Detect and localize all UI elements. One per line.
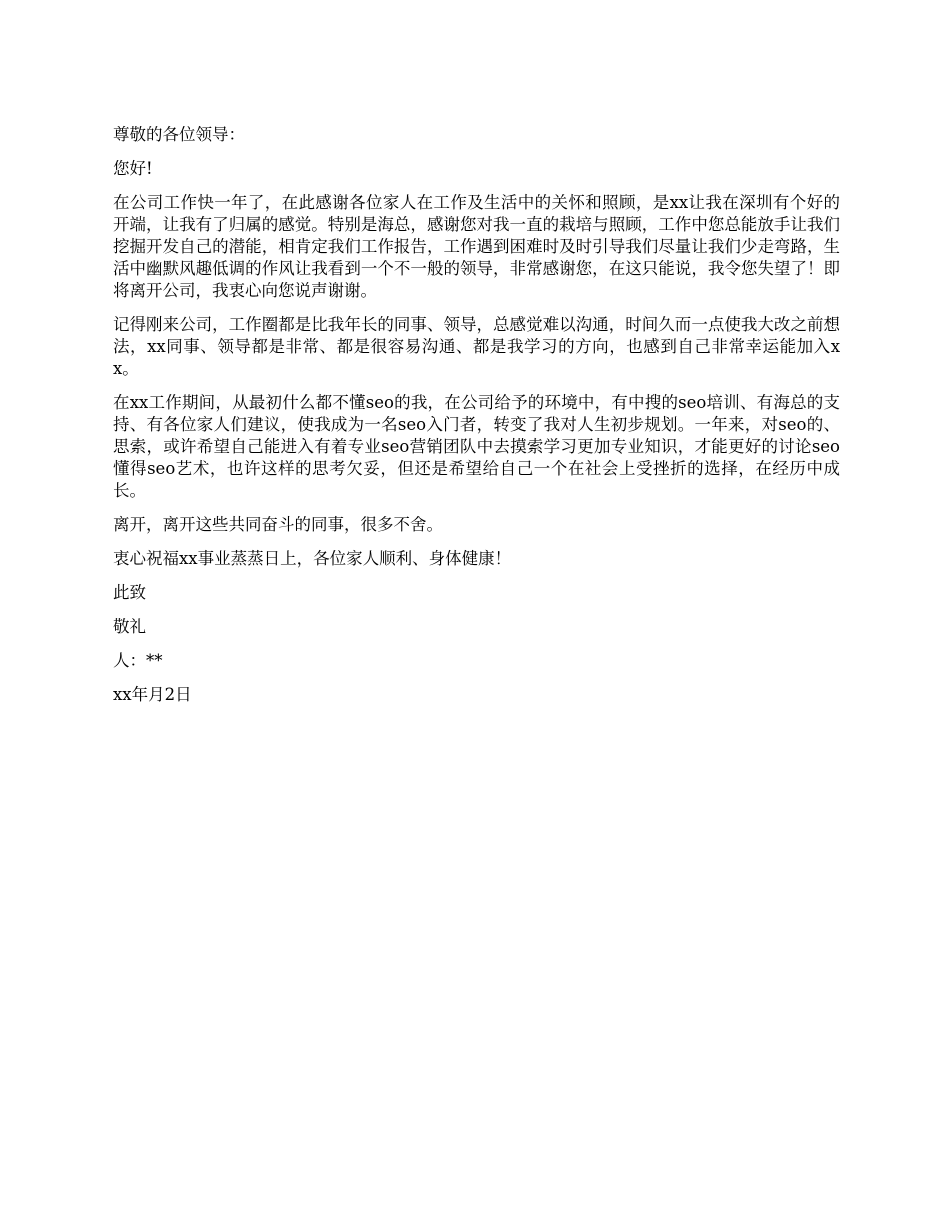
paragraph-wishes: 衷心祝福xx事业蒸蒸日上，各位家人顺利、身体健康！ bbox=[113, 549, 512, 568]
closing-line-1: 此致 bbox=[113, 583, 146, 602]
paragraph-gratitude: 在公司工作快一年了，在此感谢各位家人在工作及生活中的关怀和照顾，是xx让我在深圳有个好的开端，让我有了归属的感觉。特别是海总，感谢您对我一直的栽培与照顾，工作中您总能放手让我们挖掘开发自己的潜能，相肯定我们工作报告，工作遇到困难时及时引导我们尽量让我们少走弯路，生活中幽默风趣低调的作风让我看到一个不一般的领导，非常感谢您，在这只能说，我令您失望了！即将离开公司，我衷心向您说声谢谢。 bbox=[113, 193, 840, 300]
paragraph-farewell: 离开，离开这些共同奋斗的同事，很多不舍。 bbox=[113, 515, 443, 534]
closing-line-2: 敬礼 bbox=[113, 617, 146, 636]
greeting: 您好! bbox=[113, 159, 153, 178]
salutation: 尊敬的各位领导： bbox=[113, 125, 245, 144]
paragraph-memories: 记得刚来公司，工作圈都是比我年长的同事、领导，总感觉难以沟通，时间久而一点使我大改之前想法，xx同事、领导都是非常、都是很容易沟通、都是我学习的方向，也感到自己非常幸运能加入xx。 bbox=[113, 315, 840, 378]
paragraph-growth: 在xx工作期间，从最初什么都不懂seo的我，在公司给予的环境中，有中搜的seo培训、有海总的支持、有各位家人们建议，使我成为一名seo入门者，转变了我对人生初步规划。一年来，对seo的、思索，或许希望自己能进入有着专业seo营销团队中去摸索学习更加专业知识，才能更好的讨论seo懂得seo艺术，也许这样的思考欠妥，但还是希望给自己一个在社会上受挫折的选择，在经历中成长。 bbox=[113, 393, 840, 500]
signature: 人：** bbox=[113, 651, 163, 670]
letter-body bbox=[113, 124, 840, 718]
date: xx年月2日 bbox=[113, 685, 192, 704]
